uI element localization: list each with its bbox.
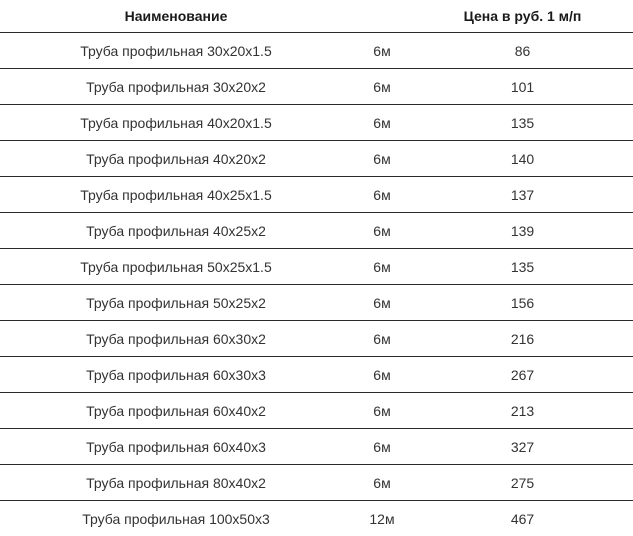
- price-cell: 135: [412, 105, 633, 141]
- table-row: [0, 429, 633, 465]
- price-cell: 327: [412, 429, 633, 465]
- table-row: [0, 249, 633, 285]
- product-name-cell: Труба профильная 60х30х3: [0, 357, 352, 393]
- product-name-cell: Труба профильная 50х25х1.5: [0, 249, 352, 285]
- product-name-cell: Труба профильная 100х50х3: [0, 501, 352, 536]
- column-header-price: Цена в руб. 1 м/п: [412, 0, 633, 33]
- table-row: [0, 105, 633, 141]
- price-cell: 140: [412, 141, 633, 177]
- table-row: [0, 465, 633, 501]
- table-row: [0, 357, 633, 393]
- length-cell: 6м: [352, 177, 412, 213]
- length-cell: 12м: [352, 501, 412, 536]
- length-cell: 6м: [352, 213, 412, 249]
- price-cell: 135: [412, 249, 633, 285]
- price-cell: 139: [412, 213, 633, 249]
- product-name-cell: Труба профильная 60х30х2: [0, 321, 352, 357]
- length-cell: 6м: [352, 69, 412, 105]
- product-name-cell: Труба профильная 40х25х1.5: [0, 177, 352, 213]
- product-name-cell: Труба профильная 40х25х2: [0, 213, 352, 249]
- column-header-length: [352, 0, 412, 33]
- product-name-cell: Труба профильная 40х20х1.5: [0, 105, 352, 141]
- length-cell: 6м: [352, 105, 412, 141]
- product-name-cell: Труба профильная 30х20х1.5: [0, 33, 352, 69]
- table-row: [0, 213, 633, 249]
- table-row: [0, 393, 633, 429]
- column-header-name: Наименование: [0, 0, 352, 33]
- price-table-body: [0, 33, 633, 536]
- header-row: [0, 0, 633, 33]
- table-row: [0, 321, 633, 357]
- length-cell: 6м: [352, 357, 412, 393]
- length-cell: 6м: [352, 33, 412, 69]
- length-cell: 6м: [352, 465, 412, 501]
- product-name-cell: Труба профильная 50х25х2: [0, 285, 352, 321]
- price-cell: 213: [412, 393, 633, 429]
- price-table-header: [0, 0, 633, 33]
- price-cell: 267: [412, 357, 633, 393]
- table-row: [0, 141, 633, 177]
- product-name-cell: Труба профильная 30х20х2: [0, 69, 352, 105]
- length-cell: 6м: [352, 285, 412, 321]
- length-cell: 6м: [352, 393, 412, 429]
- product-name-cell: Труба профильная 40х20х2: [0, 141, 352, 177]
- table-row: [0, 69, 633, 105]
- product-name-cell: Труба профильная 80х40х2: [0, 465, 352, 501]
- length-cell: 6м: [352, 321, 412, 357]
- length-cell: 6м: [352, 429, 412, 465]
- table-row: [0, 33, 633, 69]
- price-cell: 86: [412, 33, 633, 69]
- table-row: [0, 285, 633, 321]
- price-cell: 275: [412, 465, 633, 501]
- table-row: [0, 177, 633, 213]
- table-row: [0, 501, 633, 536]
- length-cell: 6м: [352, 141, 412, 177]
- price-cell: 101: [412, 69, 633, 105]
- length-cell: 6м: [352, 249, 412, 285]
- product-name-cell: Труба профильная 60х40х2: [0, 393, 352, 429]
- price-cell: 156: [412, 285, 633, 321]
- price-cell: 467: [412, 501, 633, 536]
- product-name-cell: Труба профильная 60х40х3: [0, 429, 352, 465]
- price-cell: 137: [412, 177, 633, 213]
- price-cell: 216: [412, 321, 633, 357]
